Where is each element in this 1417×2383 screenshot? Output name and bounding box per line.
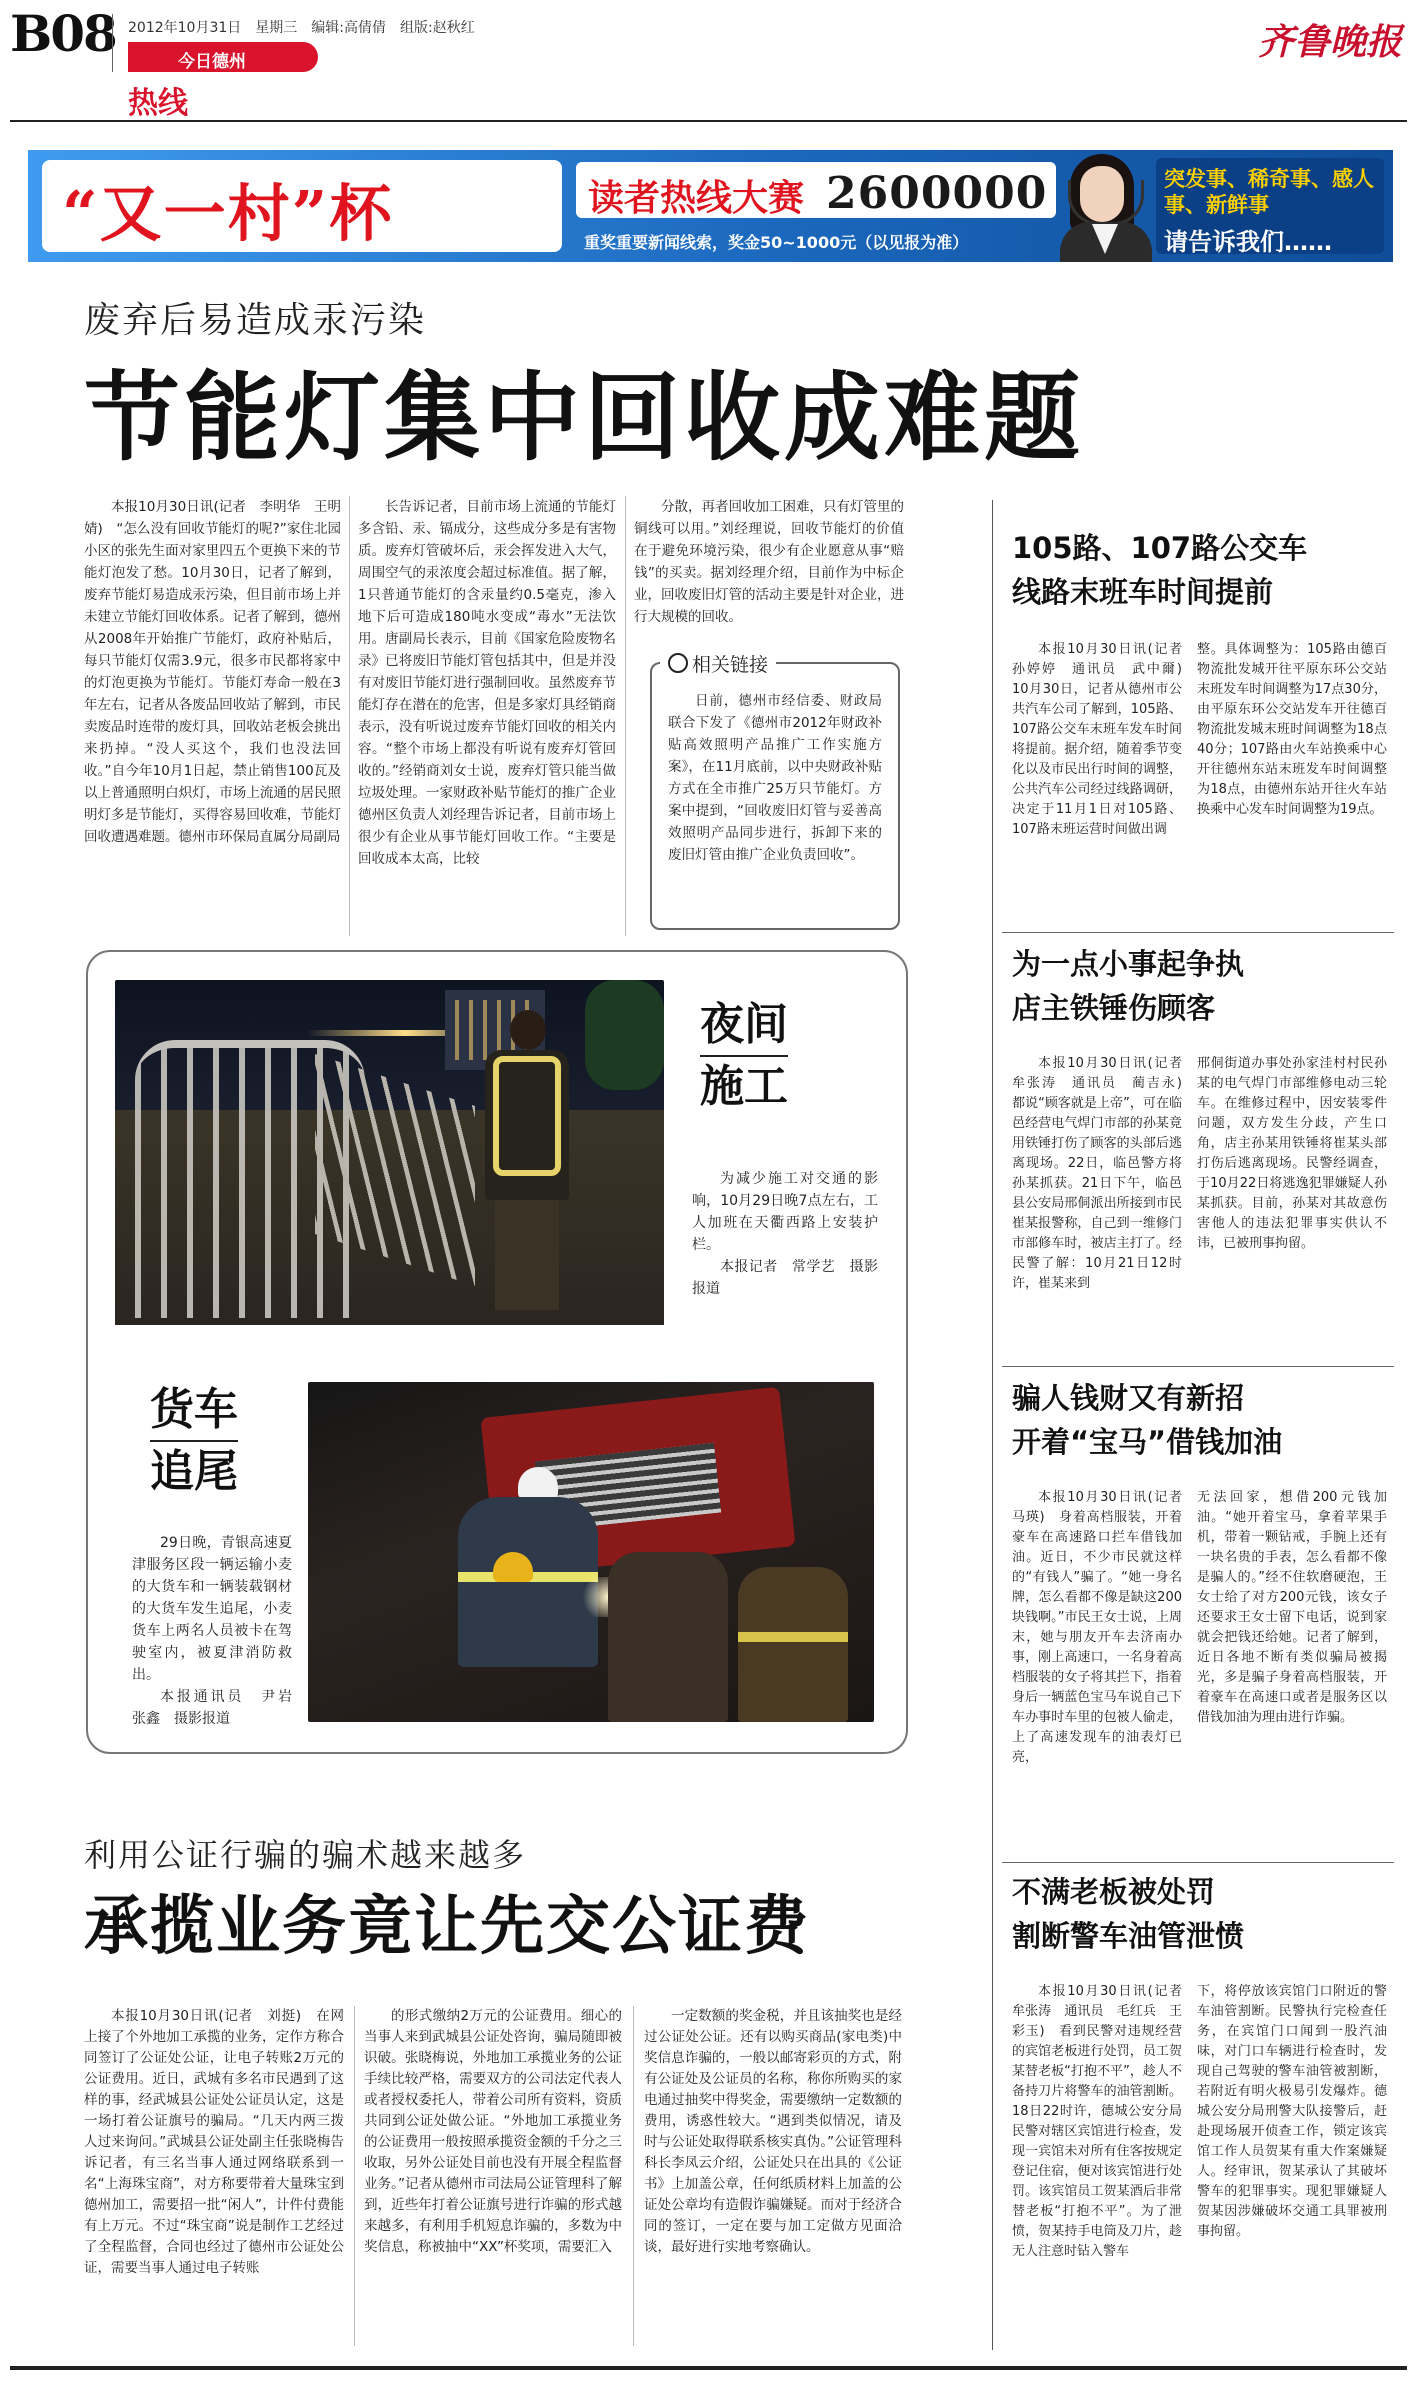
section-tag	[128, 42, 318, 72]
side2-headline-1: 为一点小事起争执	[1012, 947, 1245, 981]
link-bullet-icon	[668, 653, 688, 673]
side2-headline-2: 店主铁锤伤顾客	[1012, 991, 1216, 1025]
page-number: B08	[10, 4, 116, 63]
contest-banner	[28, 150, 1393, 262]
night-title	[700, 995, 788, 1117]
side3-column-1	[1012, 1488, 1196, 1868]
worker-legs	[495, 1200, 559, 1310]
related-link-label	[660, 650, 776, 677]
side2-col2-text: 邢侗街道办事处孙家洼村村民孙某的电气焊门市部维修电动三轮车。在维修过程中，因安装零件问题，双方发生分歧，产生口角，店主孙某用铁锤将崔某头部打伤后逃离现场。民警经调查，于10月22日将逃逸犯罪嫌疑人孙某抓获。目前，孙某对其故意伤害他人的违法犯罪事实供认不讳，已被刑事拘留。	[1197, 1056, 1387, 1251]
side4-headline	[1012, 1870, 1244, 1958]
side3-headline-1: 骗人钱财又有新招	[1012, 1381, 1245, 1415]
contest-title: 读者热线大赛	[588, 178, 805, 219]
side-rule-3	[1002, 1862, 1394, 1863]
lead-column-2	[358, 496, 616, 942]
side-rule-2	[1002, 1366, 1394, 1367]
headset-icon	[1068, 180, 1144, 225]
lead-col2-text: 长告诉记者，目前市场上流通的节能灯多含铅、汞、镉成分，这些成分多是有害物质。废弃灯管破坏后，汞会挥发进入大气，周围空气的汞浓度会超过标准值。据了解，1只普通节能灯的含汞量约0.5毫克，渗入地下后可造成180吨水变成“毒水”无法饮用。唐副局长表示，目前《国家危险废物名录》已将废旧节能灯管包括其中，但是并没有对废旧节能灯进行强制回收。虽然废弃节能灯存在潜在的危害，但是多家灯具经销商表示，没有听说过废弃节能灯回收的相关内容。“整个市场上都没有听说有废弃灯管回收的。”经销商刘女士说，废弃灯管只能当做垃圾处理。一家财政补贴节能灯的推广企业德州区负责人刘经理告诉记者，目前市场上很少有企业从事节能灯回收工作。“主要是回收成本太高，比较	[358, 499, 616, 867]
truck-title	[150, 1380, 238, 1502]
bottom-column-2	[364, 2006, 622, 2350]
masthead-logo: 齐鲁晚报	[1258, 21, 1403, 63]
firefighter-2	[608, 1552, 728, 1722]
side1-headline-2: 线路末班车时间提前	[1012, 575, 1274, 609]
lead-col1-text: 本报10月30日讯(记者 李明华 王明婧) “怎么没有回收节能灯的呢?”家住北园小区的张先生面对家里四五个更换下来的节能灯泡发了愁。10月30日，记者了解到，废弃节能灯易造成汞污染，但目前市场上并未建立节能灯回收体系。记者了解到，德州从2008年开始推广节能灯，政府补贴后，每只节能灯仅需3.9元，很多市民都将家中的灯泡更换为节能灯。节能灯寿命一般在3年左右，记者从各废品回收站了解到，市民卖废品时连带的废灯具，回收站老板会挑出来扔掉。“没人买这个，我们也没法回收。”自今年10月1日起，禁止销售100瓦及以上普通照明白炽灯，市场上流通的居民照明灯多是节能灯，买得容易回收难，节能灯回收遭遇难题。德州市环保局直属分局副局	[84, 499, 341, 845]
date-line: 2012年10月31日 星期三 编辑:高倩倩 组版:赵秋红	[128, 20, 475, 36]
firefighter-helmet-1	[518, 1467, 558, 1499]
side4-col1-text: 本报10月30日讯(记者 牟张涛 通讯员 毛红兵 王彩玉) 看到民警对违规经营的宾馆老板进行处罚，员工贺某替老板“打抱不平”，趁人不备持刀片将警车的油管割断。18日22时许，德城公安分局民警对辖区宾馆进行检查，发现一宾馆未对所有住客按规定登记住宿，便对该宾馆进行处罚。该宾馆员工贺某酒后非常替老板“打抱不平”。为了泄愤，贺某持手电筒及刀片，趁无人注意时钻入警车	[1012, 1984, 1196, 2259]
side1-col2-text: 整。具体调整为：105路由德百物流批发城开往平原东环公交站末班发车时间调整为17点30分，由平原东环公交站发车开往德百物流批发城末班时间调整为18点40分；107路由火车站换乘中心开往德州东站末班发车时间调整为18点，由德州东站开往火车站换乘中心发车时间调整为19点。	[1197, 642, 1387, 817]
night-title-2: 施工	[700, 1055, 788, 1117]
worker-head	[510, 1010, 546, 1050]
night-credit: 本报记者 常学艺 摄影报道	[692, 1259, 878, 1297]
side-rule-1	[1002, 932, 1394, 933]
side3-col2-text: 无法回家，想借200元钱加油。“她开着宝马，拿着苹果手机，带着一颗钻戒，手腕上还有一块名贵的手表，怎么看都不像是骗人的。”经不住软磨硬泡，王女士给了对方200元钱，该女子还要求王女士留下电话，说到家就会把钱还给她。记者了解到，近日各地不断有类似骗局被揭光，多是骗子身着高档服装，开着豪车在高速口或者是服务区以借钱加油为理由进行诈骗。	[1197, 1490, 1387, 1725]
sidebar-divider	[992, 500, 993, 2350]
side2-headline	[1012, 942, 1244, 1030]
bottom-headline: 承揽业务竟让先交公证费	[84, 1889, 810, 1964]
page-bottom-rule	[10, 2366, 1407, 2370]
slogan-line-1: 突发事、稀奇事、感人事、新鲜事	[1164, 167, 1374, 217]
side1-col1-text: 本报10月30日讯(记者 孙婷婷 通讯员 武中爾) 10月30日，记者从德州市公共汽车公司了解到，105路、107路公交车末班车发车时间将提前。据介绍，随着季节变化以及市民出行时间的调整，公共汽车公司经过线路调研，决定于11月1日对105路、107路末班运营时间做出调	[1012, 642, 1196, 837]
lead-headline: 节能灯集中回收成难题	[84, 361, 1084, 474]
side4-column-1	[1012, 1982, 1196, 2354]
side4-headline-2: 割断警车油管泄愤	[1012, 1919, 1245, 1953]
truck-credit: 本报通讯员 尹岩 张鑫 摄影报道	[132, 1689, 306, 1727]
side3-col1-text: 本报10月30日讯(记者 马瑛) 身着高档服装，开着豪车在高速路口拦车借钱加油。近日，不少市民就这样的“有钱人”骗了。“她一身名牌，怎么看都不像是缺这200块钱啊。”市民王女士说，上周末，她与朋友开车去济南办事，刚上高速口，一名身着高档服装的女子将其拦下，指着身后一辆蓝色宝马车说自己下车办事时车里的包被人偷走，上了高速发现车的油表灯已亮，	[1012, 1490, 1196, 1765]
side2-column-2	[1197, 1054, 1387, 1354]
header-divider	[112, 14, 113, 72]
side1-column-2	[1197, 640, 1387, 920]
related-link-body	[668, 690, 882, 916]
tree-right	[585, 980, 664, 1090]
truck-title-2: 追尾	[150, 1440, 238, 1502]
side4-headline-1: 不满老板被处罚	[1012, 1875, 1216, 1909]
side4-col2-text: 下，将停放该宾馆门口附近的警车油管割断。民警执行完检查任务，在宾馆门口闻到一股汽油味，对门口车辆进行检查时，发现自己驾驶的警车油管被割断，若附近有明火极易引发爆炸。德城公安分局刑警大队接警后，赶赴现场展开侦查工作，锁定该宾馆工作人员贺某有重大作案嫌疑人。经审讯，贺某承认了其破坏警车的犯罪事实。现犯罪嫌疑人贺某因涉嫌破坏交通工具罪被刑事拘留。	[1197, 1984, 1387, 2239]
safety-vest	[493, 1056, 561, 1176]
bottom-col-divider-1	[354, 2006, 355, 2346]
lead-column-1	[84, 496, 341, 942]
bottom-column-1	[84, 2006, 344, 2350]
firefighter-3	[738, 1567, 848, 1722]
truck-title-1: 货车	[150, 1384, 238, 1435]
slogan-line-2: 请告诉我们……	[1164, 228, 1332, 256]
section-title: 热线	[128, 86, 188, 121]
side2-col1-text: 本报10月30日讯(记者 牟张涛 通讯员 蔺吉永) 都说“顾客就是上帝”，可在临邑经营电气焊门市部的孙某竟用铁锤打伤了顾客的头部后逃离现场。22日，临邑警方将孙某抓获。21日下午，临邑县公安局邢侗派出所接到市民崔某报警称，自己到一维修门市部修车时，被店主打了。经民警了解：10月21日12时许，崔某来到	[1012, 1056, 1196, 1291]
bottom-col-divider-2	[633, 2006, 634, 2346]
related-link-title: 相关链接	[692, 654, 769, 676]
operator-figure	[1056, 150, 1156, 262]
night-caption	[692, 1168, 878, 1300]
lead-col3-text: 分散，再者回收加工困难，只有灯管里的铜线可以用。”刘经理说，回收节能灯的价值在于避免环境污染，很少有企业愿意从事“赔钱”的买卖。据刘经理介绍，目前作为中标企业，回收废旧灯管的活动主要是针对企业，进行大规模的回收。	[634, 499, 904, 625]
night-construction-photo	[115, 980, 664, 1325]
side3-headline	[1012, 1376, 1282, 1464]
night-caption-text: 为减少施工对交通的影响，10月29日晚7点左右，工人加班在天衢西路上安装护栏。	[692, 1171, 878, 1253]
related-link-text: 日前，德州市经信委、财政局联合下发了《德州市2012年财政补贴高效照明产品推广工作实施方案》，在11月底前，以中央财政补贴方式在全市推广25万只节能灯。方案中提到，“回收废旧灯管与妥善高效照明产品同步进行，拆卸下来的废旧灯管由推广企业负责回收”。	[668, 693, 882, 863]
side3-headline-2: 开着“宝马”借钱加油	[1012, 1425, 1283, 1459]
lead-col-divider-2	[625, 496, 626, 936]
lead-kicker: 废弃后易造成汞污染	[84, 300, 427, 341]
bottom-col3-text: 一定数额的奖金税，并且该抽奖也是经过公证处公证。还有以购买商品(家电类)中奖信息诈骗的，一般以邮寄彩页的方式，附有公证处及公证员的名称，称你所购买的家电通过抽奖中得奖金，需要缴纳一定数额的费用，诱惑性较大。“遇到类似情况，请及时与公证处取得联系核实真伪。”公证管理科科长李凤云介绍，公证处只在出具的《公证书》上加盖公章，任何纸质材料上加盖的公证处公章均有造假诈骗嫌疑。而对于经济合同的签订，一定在要与加工定做方见面洽谈，最好进行实地考察确认。	[644, 2008, 902, 2255]
side3-column-2	[1197, 1488, 1387, 1868]
truck-accident-photo	[308, 1382, 874, 1722]
bottom-column-3	[644, 2006, 902, 2350]
side2-column-1	[1012, 1054, 1196, 1354]
side1-headline-1: 105路、107路公交车	[1012, 531, 1308, 565]
side4-column-2	[1197, 1982, 1387, 2354]
cup-name: “又一村”杯	[62, 177, 394, 250]
bottom-col1-text: 本报10月30日讯(记者 刘挺) 在网上接了个外地加工承揽的业务，定作方称合同签订了公证处公证，让电子转账2万元的公证费用。近日，武城有多名市民遇到了这样的事，经武城县公证处公证员认定，这是一场打着公证旗号的骗局。“几天内两三拨人过来询问。”武城县公证处副主任张晓梅告诉记者，有三名当事人通过网络联系到一名“上海珠宝商”，对方称要带着大量珠宝到德州加工，需要招一批“闲人”，计件付费能有上万元。不过“珠宝商”说是制作工艺经过了全程监督，合同也经过了德州市公证处公证，需要当事人通过电子转账	[84, 2008, 344, 2276]
truck-caption-text: 29日晚，青银高速夏津服务区段一辆运输小麦的大货车和一辆装载钢材的大货车发生追尾，小麦货车上两名人员被卡在驾驶室内，被夏津消防救出。	[132, 1535, 292, 1683]
reward-note: 重奖重要新闻线索，奖金50~1000元（以见报为准）	[584, 233, 969, 252]
truck-caption	[132, 1532, 306, 1730]
hotline-number: 2600000	[826, 168, 1048, 219]
firefighter-3-stripe	[738, 1632, 848, 1642]
side1-column-1	[1012, 640, 1196, 920]
side1-headline	[1012, 526, 1307, 614]
lead-col-divider-1	[349, 496, 350, 936]
night-title-1: 夜间	[700, 999, 788, 1050]
header-rule	[10, 120, 1407, 122]
lead-column-3	[634, 496, 904, 640]
bottom-col2-text: 的形式缴纳2万元的公证费用。细心的当事人来到武城县公证处咨询，骗局随即被识破。张晓梅说，外地加工承揽业务的公证手续比较严格，需要双方的公司法定代表人或者授权委托人，带着公司所有资料，资质共同到公证处做公证。“外地加工承揽业务的公证费用一般按照承揽资金额的千分之三收取，另外公证处目前也没有开展全程监督业务。”记者从德州市司法局公证管理科了解到，近些年打着公证旗号进行诈骗的形式越来越多，有利用手机短息诈骗的，多数为中奖信息，称被抽中“XX”杯奖项，需要汇入	[364, 2008, 622, 2255]
firefighter-1	[458, 1497, 598, 1667]
bottom-kicker: 利用公证行骗的骗术越来越多	[84, 1836, 527, 1874]
section-tag-label: 今日德州	[178, 52, 246, 72]
